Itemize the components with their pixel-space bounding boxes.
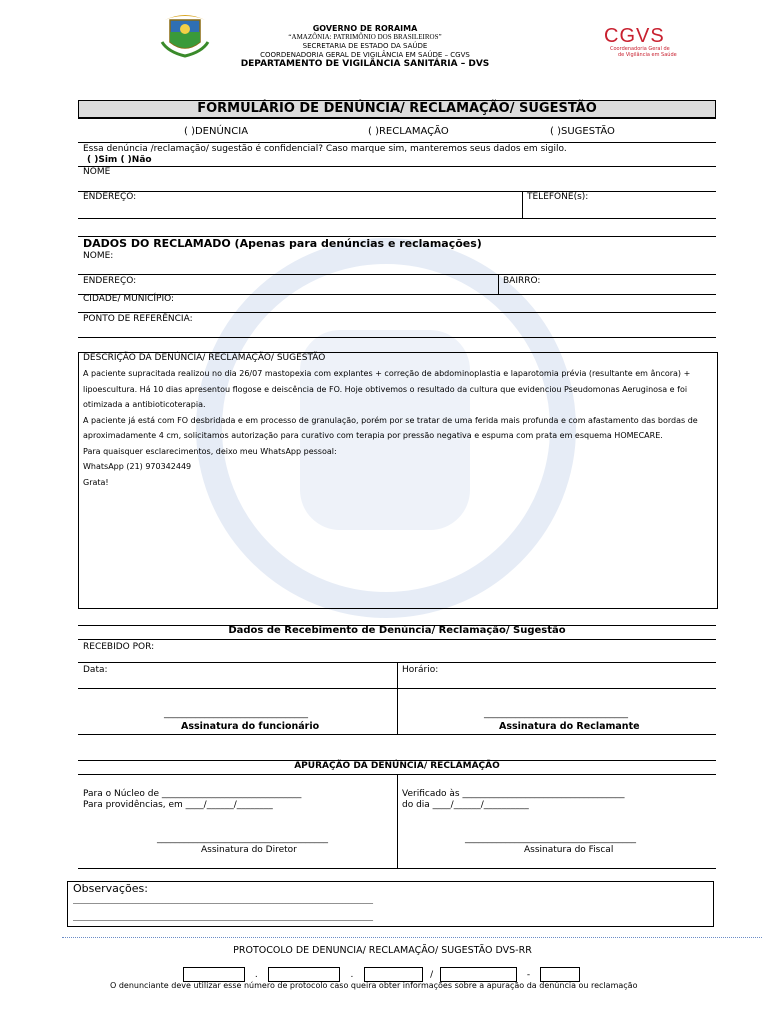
option-sugestao[interactable]: ( )SUGESTÃO — [550, 126, 615, 137]
sig-funcionario: Assinatura do funcionário — [181, 721, 320, 732]
sig-line-diretor: ______________________________________ — [157, 834, 328, 844]
cgvs-logo-text: CGVS — [604, 25, 665, 47]
cut-line — [62, 937, 762, 938]
protocolo-box-5[interactable] — [540, 967, 580, 982]
sig-fiscal: Assinatura do Fiscal — [524, 845, 614, 855]
cgvs-logo-sub1: Coordenadoria Geral de — [610, 46, 670, 52]
reclamado-cidade: CIDADE/ MUNICÍPIO: — [83, 294, 175, 304]
reclamado-bairro: BAIRRO: — [503, 276, 541, 286]
recebimento-data: Data: — [83, 665, 108, 675]
apuracao-heading: APURAÇÃO DA DENÚNCIA/ RECLAMAÇÃO — [294, 761, 500, 771]
protocolo-box-1[interactable] — [183, 967, 245, 982]
descricao-paragraph-1: A paciente supracitada realizou no dia 26/07 mastopexia com explantes + correção de abdominoplastia e laparotomia prévia (resultante em âncora) + lipoescultura. Há 10 dias apresentou flogose e deiscência de FO. Hoje obtivemos o resultado da cultura que evidenciou Pseudomonas Aeruginosa e foi otimizada a antibioticoterapia. — [83, 369, 691, 409]
sig-diretor: Assinatura do Diretor — [201, 845, 297, 855]
header-coordenadoria: COORDENADORIA GERAL DE VIGILÂNCIA EM SAÚDE – CGVS — [260, 51, 470, 59]
observacoes-line-1: ____________________________________________________________________________________________________ — [73, 897, 373, 904]
sig-line-reclamante: ________________________________ — [484, 709, 628, 719]
protocolo-sep-1: . — [254, 970, 258, 980]
descricao-text — [83, 366, 715, 490]
label-nome: NOME — [83, 167, 111, 177]
sig-line-funcionario: ________________________________ — [164, 709, 308, 719]
descricao-label: DESCRIÇÃO DA DENÚNCIA/ RECLAMAÇÃO/ SUGESTÃO — [83, 353, 326, 363]
confidential-options[interactable]: ( )Sim ( )Não — [87, 155, 152, 165]
reclamado-endereco: ENDEREÇO: — [83, 276, 137, 286]
descricao-paragraph-5: Grata! — [83, 477, 109, 487]
descricao-paragraph-4: WhatsApp (21) 970342449 — [83, 462, 192, 471]
descricao-paragraph-2: A paciente já está com FO desbridada e em processo de granulação, porém por se tratar de uma ferida mais profunda e com afastamento das bordas de aproximadamente 4 cm, solicitamos autorização para curativo com terapia por pressão negativa e espuma com prata em esquema HOMECARE. — [83, 415, 698, 440]
label-telefone: TELEFONE(s): — [527, 192, 589, 202]
cgvs-logo — [604, 26, 684, 60]
protocolo-sep-3: / — [430, 970, 434, 980]
confidential-question: Essa denúncia /reclamação/ sugestão é confidencial? Caso marque sim, manteremos seus dados em sigilo. — [83, 144, 567, 154]
cgvs-logo-sub2: de Vigilância em Saúde — [618, 52, 677, 58]
protocolo-sep-4: - — [526, 970, 531, 980]
protocolo-number-boxes[interactable] — [183, 967, 580, 982]
observacoes-line-2: ____________________________________________________________________________________________________ — [73, 914, 373, 921]
protocolo-box-3[interactable] — [364, 967, 423, 982]
observacoes-label: Observações: — [73, 882, 148, 895]
descricao-paragraph-3: Para quaisquer esclarecimentos, deixo meu WhatsApp pessoal: — [83, 446, 337, 456]
option-reclamacao[interactable]: ( )RECLAMAÇÃO — [368, 126, 449, 137]
apuracao-do-dia: do dia ____/______/__________ — [402, 800, 529, 810]
protocolo-note: O denunciante deve utilizar esse número de protocolo caso queira obter informações sobre a apuração da denúncia ou reclamação — [110, 981, 638, 990]
protocolo-title: PROTOCOLO DE DENUNCIA/ RECLAMAÇÃO/ SUGESTÃO DVS-RR — [233, 945, 532, 956]
apuracao-providencias: Para providências, em ____/______/________ — [83, 800, 273, 810]
sig-line-fiscal: ______________________________________ — [465, 834, 636, 844]
header-departamento: DEPARTAMENTO DE VIGILÂNCIA SANITÁRIA – DVS — [240, 59, 490, 69]
recebido-por: RECEBIDO POR: — [83, 642, 155, 652]
apuracao-nucleo: Para o Núcleo de _______________________________ — [83, 789, 302, 799]
option-denuncia[interactable]: ( )DENÚNCIA — [184, 126, 249, 137]
header-secretaria: SECRETARIA DE ESTADO DA SAÚDE — [302, 42, 428, 50]
protocolo-box-2[interactable] — [268, 967, 340, 982]
recebimento-heading: Dados de Recebimento de Denúncia/ Reclamação/ Sugestão — [228, 625, 566, 636]
protocolo-box-4[interactable] — [440, 967, 517, 982]
reclamado-nome: NOME: — [83, 251, 114, 261]
reclamado-referencia: PONTO DE REFERÊNCIA: — [83, 314, 193, 324]
header-motto: “AMAZÔNIA: PATRIMÔNIO DOS BRASILEIROS” — [288, 33, 442, 41]
sig-reclamante: Assinatura do Reclamante — [499, 721, 640, 732]
header-gov: GOVERNO DE RORAIMA — [312, 24, 418, 33]
reclamado-heading: DADOS DO RECLAMADO (Apenas para denúncias e reclamações) — [83, 237, 482, 250]
apuracao-verificado: Verificado às ____________________________________ — [402, 789, 625, 799]
protocolo-sep-2: . — [350, 970, 354, 980]
label-endereco: ENDEREÇO: — [83, 192, 137, 202]
form-title: FORMULÁRIO DE DENÚNCIA/ RECLAMAÇÃO/ SUGESTÃO — [197, 101, 597, 116]
state-coat-of-arms — [160, 12, 210, 58]
recebimento-horario: Horário: — [402, 665, 439, 675]
